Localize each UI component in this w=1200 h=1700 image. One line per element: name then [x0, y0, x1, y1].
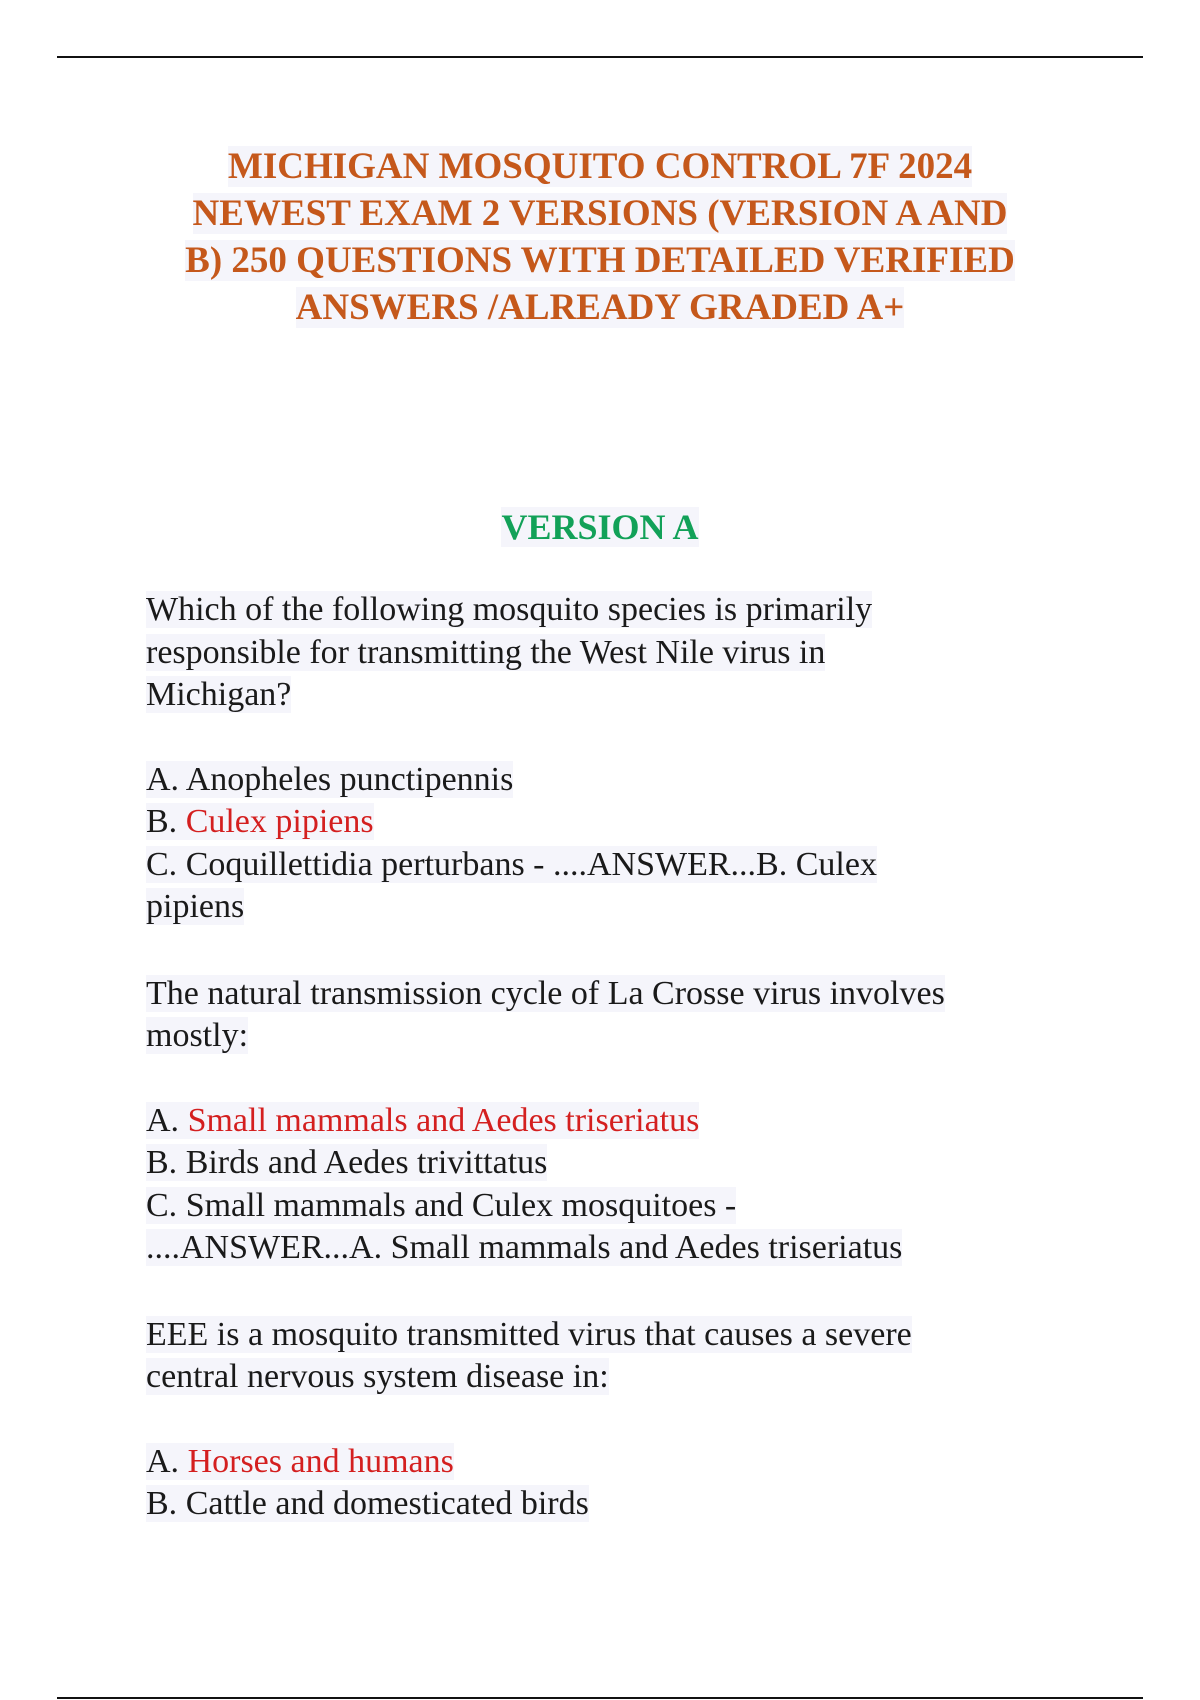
question-3	[146, 1314, 1046, 1526]
question-1	[146, 589, 1046, 929]
question-text	[146, 589, 1046, 717]
question-text	[146, 1314, 1046, 1399]
option-prefix: B.	[146, 803, 186, 840]
version-heading	[0, 505, 1200, 549]
option-b	[146, 1485, 589, 1522]
correct-option-text: Horses and humans	[187, 1442, 454, 1480]
document-title	[120, 143, 1080, 331]
question-line: mostly:	[146, 1017, 249, 1054]
bottom-rule	[57, 1697, 1143, 1699]
option-prefix: A.	[146, 1101, 188, 1139]
question-list	[146, 589, 1046, 1570]
title-line: NEWEST EXAM 2 VERSIONS (VERSION A AND	[192, 193, 1008, 234]
option-c	[146, 846, 877, 883]
option-prefix: B.	[146, 1144, 186, 1181]
answer-continuation: ....ANSWER...A. Small mammals and Aedes triseriatus	[146, 1229, 903, 1266]
option-prefix: C.	[146, 845, 186, 883]
answer-options	[146, 1100, 1046, 1270]
option-prefix: A.	[146, 760, 186, 798]
answer-options	[146, 1441, 1046, 1526]
answer-continuation: pipiens	[146, 888, 245, 925]
question-line: responsible for transmitting the West Nile virus in	[146, 633, 826, 671]
option-a	[146, 1102, 699, 1139]
question-line: Which of the following mosquito species is primarily	[146, 591, 873, 628]
option-c	[146, 1187, 736, 1224]
question-line: The natural transmission cycle of La Crosse virus involves	[146, 974, 945, 1012]
answer-options	[146, 759, 1046, 929]
option-text: Small mammals and Culex mosquitoes -	[185, 1186, 737, 1224]
option-text: Birds and Aedes trivittatus	[185, 1144, 548, 1181]
title-line: ANSWERS /ALREADY GRADED A+	[295, 287, 905, 328]
question-text	[146, 973, 1046, 1058]
option-b	[146, 1144, 547, 1181]
question-2	[146, 973, 1046, 1270]
question-line: central nervous system disease in:	[146, 1358, 609, 1395]
option-prefix: B.	[146, 1485, 186, 1522]
version-heading-text: VERSION A	[501, 507, 699, 547]
question-line: EEE is a mosquito transmitted virus that causes a severe	[146, 1315, 912, 1353]
correct-option-text: Culex pipiens	[185, 803, 374, 840]
option-prefix: A.	[146, 1442, 188, 1480]
option-text: Cattle and domesticated birds	[185, 1485, 589, 1522]
option-text: Coquillettidia perturbans - ....ANSWER...B. Culex	[185, 845, 877, 883]
correct-option-text: Small mammals and Aedes triseriatus	[187, 1101, 700, 1139]
title-line: B) 250 QUESTIONS WITH DETAILED VERIFIED	[185, 240, 1015, 281]
option-prefix: C.	[146, 1186, 186, 1224]
top-rule	[57, 56, 1143, 58]
option-b	[146, 803, 374, 840]
option-a	[146, 1443, 454, 1480]
option-a	[146, 761, 513, 798]
option-text: Anopheles punctipennis	[185, 760, 514, 798]
title-line: MICHIGAN MOSQUITO CONTROL 7F 2024	[227, 146, 973, 187]
question-line: Michigan?	[146, 676, 292, 713]
